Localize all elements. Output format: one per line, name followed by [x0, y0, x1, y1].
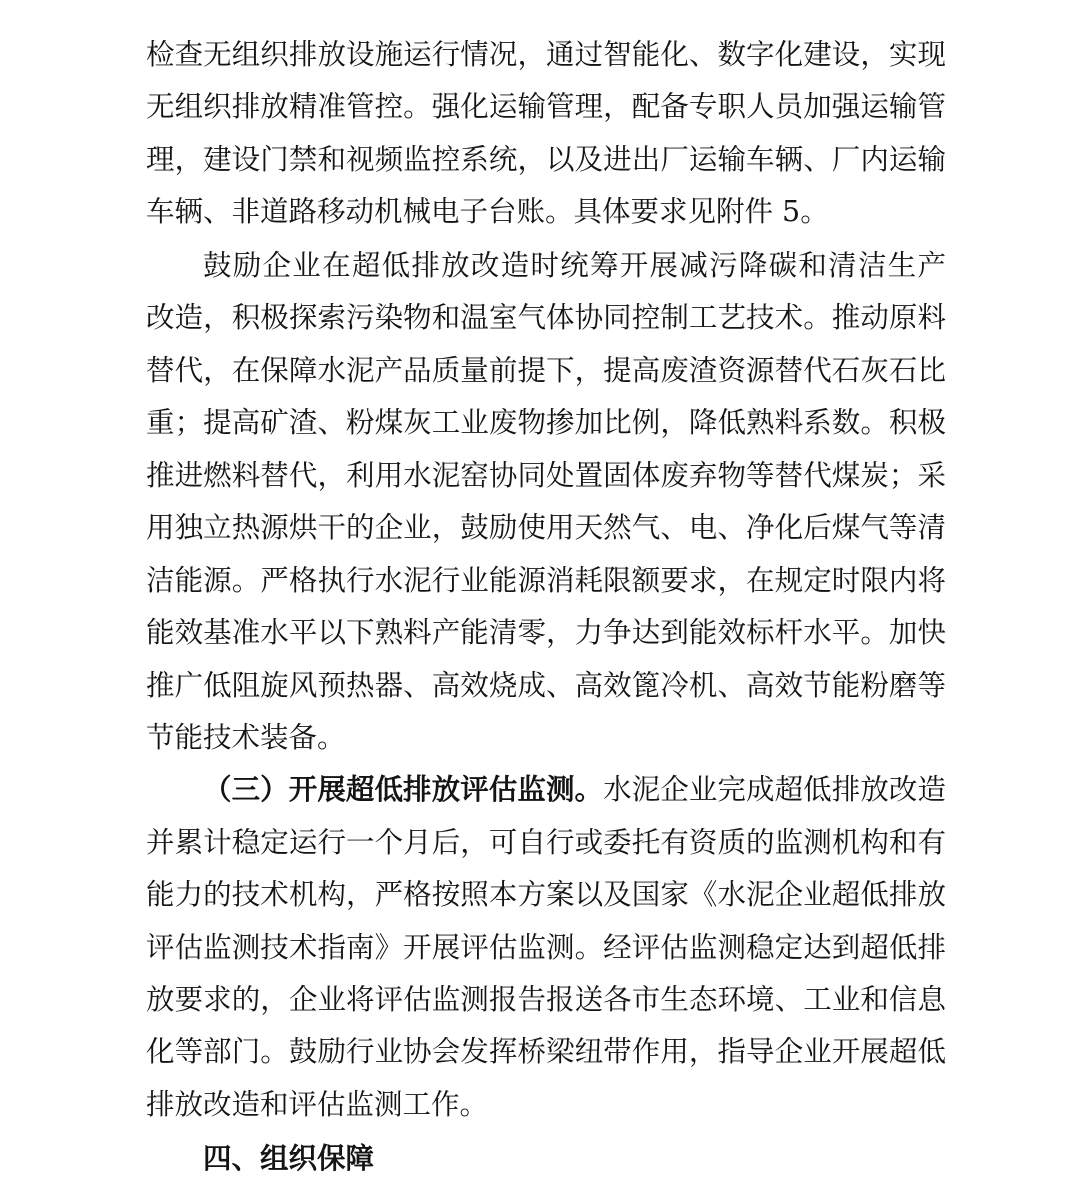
paragraph-3-line-6: 化等部门。鼓励行业协会发挥桥梁纽带作用，指导企业开展超低 [146, 1035, 946, 1068]
paragraph-2-line-4: 重；提高矿渣、粉煤灰工业废物掺加比例，降低熟料系数。积极 [146, 406, 946, 439]
paragraph-2-line-10: 节能技术装备。 [146, 721, 346, 754]
paragraph-3-line-7: 排放改造和评估监测工作。 [146, 1088, 489, 1121]
paragraph-3-line-5: 放要求的，企业将评估监测报告报送各市生态环境、工业和信息 [146, 983, 946, 1016]
paragraph-2-line-1: 鼓励企业在超低排放改造时统筹开展减污降碳和清洁生产 [203, 249, 946, 282]
paragraph-3-line-1-rest: 水泥企业完成超低排放改造 [603, 773, 946, 806]
paragraph-2-line-3: 替代，在保障水泥产品质量前提下，提高废渣资源替代石灰石比 [146, 354, 946, 387]
paragraph-3-line-2: 并累计稳定运行一个月后，可自行或委托有资质的监测机构和有 [146, 826, 946, 859]
paragraph-3-line-3: 能力的技术机构，严格按照本方案以及国家《水泥企业超低排放 [146, 878, 946, 911]
paragraph-2-line-2: 改造，积极探索污染物和温室气体协同控制工艺技术。推动原料 [146, 301, 946, 334]
paragraph-3-line-4: 评估监测技术指南》开展评估监测。经评估监测稳定达到超低排 [146, 931, 946, 964]
paragraph-2-line-6: 用独立热源烘干的企业，鼓励使用天然气、电、净化后煤气等清 [146, 511, 946, 544]
paragraph-1-line-3: 理，建设门禁和视频监控系统，以及进出厂运输车辆、厂内运输 [146, 143, 946, 176]
paragraph-2-line-9: 推广低阻旋风预热器、高效烧成、高效篦冷机、高效节能粉磨等 [146, 669, 946, 702]
paragraph-2-line-8: 能效基准水平以下熟料产能清零，力争达到能效标杆水平。加快 [146, 616, 946, 649]
paragraph-2-line-5: 推进燃料替代，利用水泥窑协同处置固体废弃物等替代煤炭；采 [146, 459, 946, 492]
subsection-heading: （三）开展超低排放评估监测。 [203, 773, 604, 806]
paragraph-1-line-1: 检查无组织排放设施运行情况，通过智能化、数字化建设，实现 [146, 38, 946, 71]
paragraph-2-line-7: 洁能源。严格执行水泥行业能源消耗限额要求，在规定时限内将 [146, 564, 946, 597]
section-heading: 四、组织保障 [203, 1142, 375, 1175]
paragraph-3-line-1 [203, 768, 946, 812]
paragraph-1-line-2: 无组织排放精准管控。强化运输管理，配备专职人员加强运输管 [146, 90, 946, 123]
paragraph-1-line-4: 车辆、非道路移动机械电子台账。具体要求见附件 5。 [146, 195, 829, 228]
